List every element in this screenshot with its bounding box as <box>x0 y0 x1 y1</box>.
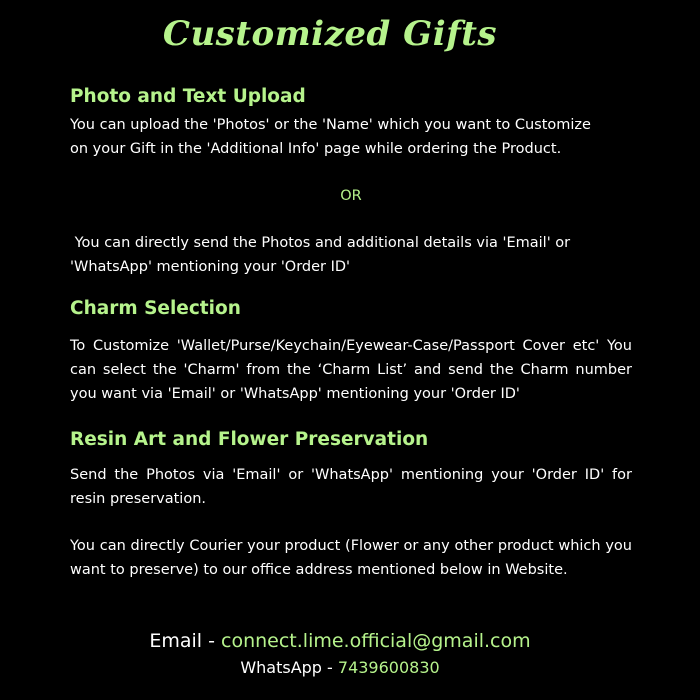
email-label: Email - <box>149 630 222 652</box>
photo-para2-line1: You can directly send the Photos and additional details via 'Email' or <box>70 235 571 251</box>
email-link[interactable]: connect.lime.official@gmail.com <box>221 630 531 652</box>
email-row <box>0 627 680 655</box>
resin-section <box>70 427 632 582</box>
resin-para1: Send the Photos via 'Email' or 'WhatsApp' mentioning your 'Order ID' for resin preservation. <box>70 467 632 507</box>
photo-para2 <box>70 231 632 279</box>
charm-para: To Customize 'Wallet/Purse/Keychain/Eyewear-Case/Passport Cover etc' You can select the 'Charm' from the ‘Charm List’ and send the Charm number you want via 'Email' or 'WhatsApp' mentioning your 'Order ID' <box>70 338 632 402</box>
photo-para1-line1: You can upload the 'Photos' or the 'Name' which you want to Customize <box>70 117 591 133</box>
resin-para2: You can directly Courier your product (Flower or any other product which you want to preserve) to our office address mentioned below in Website. <box>70 538 632 578</box>
resin-heading: Resin Art and Flower Preservation <box>70 429 429 450</box>
whatsapp-label: WhatsApp - <box>240 658 338 677</box>
photo-para1 <box>70 113 632 161</box>
whatsapp-number[interactable]: 7439600830 <box>337 658 440 677</box>
whatsapp-row <box>0 656 680 680</box>
page-title: Customized Gifts <box>162 14 498 54</box>
photo-para1-line2: on your Gift in the 'Additional Info' page while ordering the Product. <box>70 141 562 157</box>
photo-heading: Photo and Text Upload <box>70 86 306 107</box>
photo-para2-line2: 'WhatsApp' mentioning your 'Order ID' <box>70 259 351 275</box>
photo-section <box>70 84 632 279</box>
or-divider: OR <box>340 188 362 204</box>
charm-section <box>70 296 632 406</box>
content <box>70 84 632 582</box>
charm-heading: Charm Selection <box>70 298 241 319</box>
